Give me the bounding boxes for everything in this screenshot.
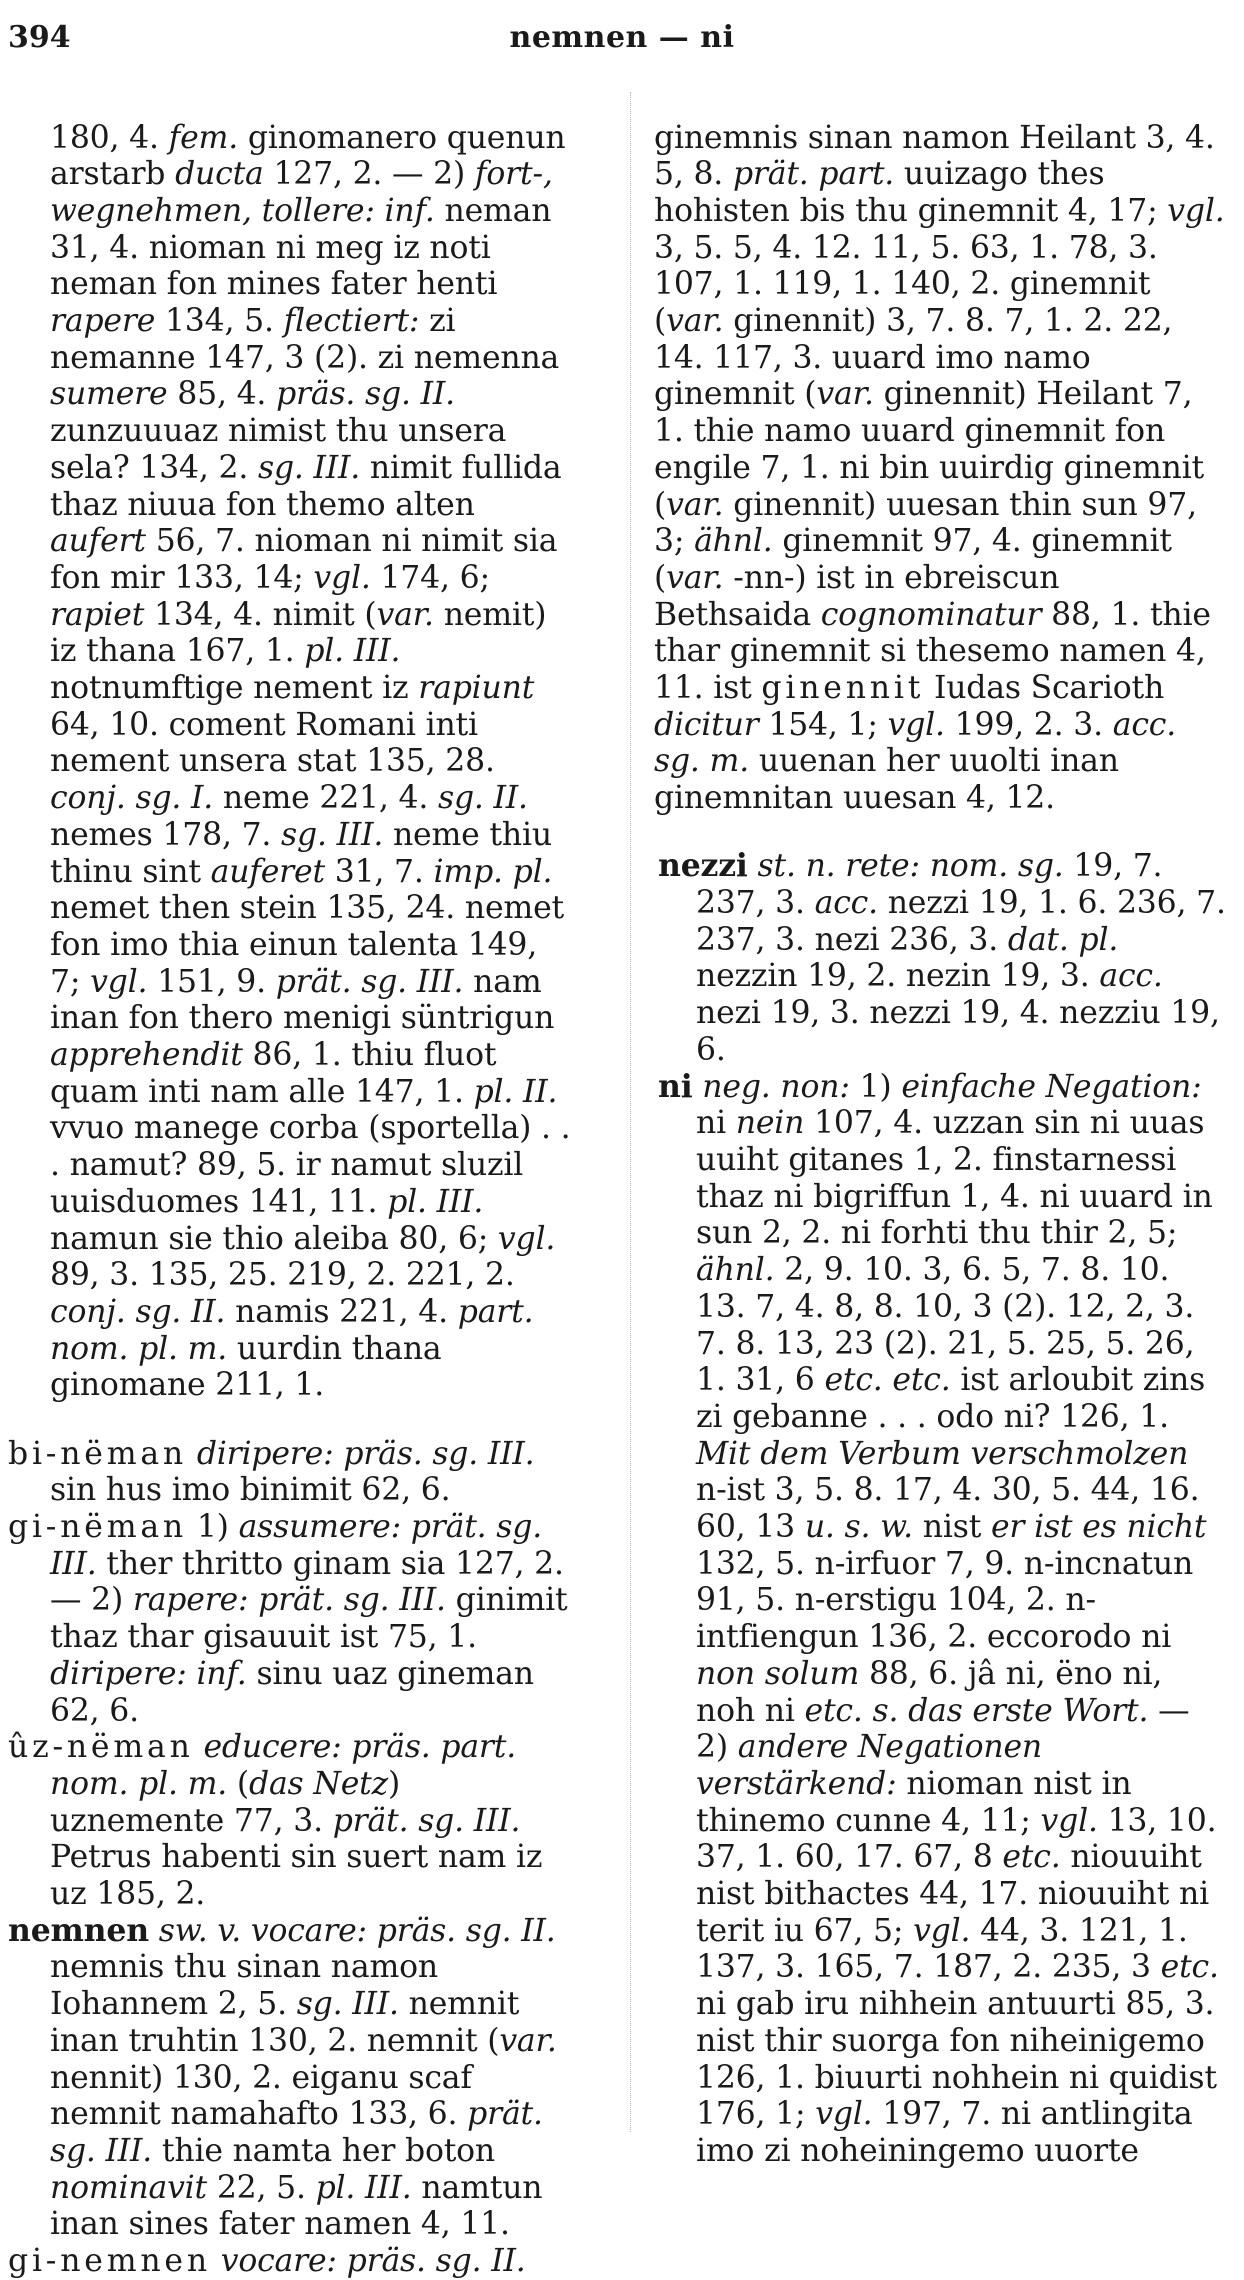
- entry-text: ginennit) 3, 7. 8. 7, 1. 2. 22, 14. 117, 3. uuard imo namo ginemnit (: [654, 303, 1173, 413]
- entry-text: nemnis thu sinan namon Iohannem 2, 5.: [50, 1949, 438, 2023]
- spaced-lemma: ûz-nëman: [8, 1729, 194, 1766]
- entry-text: 89, 3. 135, 25. 219, 2. 221, 2.: [50, 1257, 515, 1294]
- entry-text: namtun inan sines fater namen 4, 11.: [50, 2169, 543, 2243]
- gloss-italic: ähnl.: [694, 523, 773, 560]
- entry-text: 64, 10. coment Romani inti nement unsera stat 135, 28.: [50, 706, 495, 780]
- entry-text: 2, 9. 10. 3, 6. 5, 7. 8. 10. 13. 7, 4. 8, 8. 10, 3 (2). 12, 2, 3. 7. 8. 13, 23 (2). 21, 5. 25, 5. 26, 1. 31, 6: [696, 1252, 1195, 1399]
- entry-text: nist: [912, 1509, 991, 1546]
- entry-text: uurdin thana ginomane 211, 1.: [50, 1330, 442, 1404]
- entry-text: notnumftige nement iz: [50, 670, 419, 707]
- entry-text: sin hus imo binimit 62, 6.: [50, 1472, 451, 1509]
- gloss-italic: cognominatur: [820, 596, 1042, 633]
- gloss-italic: educere: präs. part. nom. pl. m.: [50, 1729, 517, 1802]
- entry-text: nemnit inan truhtin 130, 2. nemnit (: [50, 1986, 520, 2059]
- gloss-italic: sg. III.: [296, 1986, 399, 2023]
- column-divider: [630, 92, 631, 2132]
- entry-text: 180, 4.: [50, 119, 169, 156]
- entry-text: nezzi 19, 1. 6. 236, 7. 237, 3. nezi 236, 3.: [696, 885, 1226, 958]
- entry-text: neman 31, 4. nioman ni meg iz noti neman fon mines fater henti: [50, 192, 552, 303]
- gloss-italic: var.: [499, 2022, 557, 2059]
- gloss-italic: non solum: [696, 1655, 860, 1692]
- entry-text: ginemnit 97, 4. ginemnit (: [654, 523, 1172, 596]
- gloss-italic: var.: [666, 486, 724, 523]
- entry-text: 174, 6;: [370, 559, 490, 596]
- gloss-italic: imp. pl.: [433, 853, 553, 890]
- gloss-italic: var.: [666, 559, 724, 596]
- gloss-italic: pl. II.: [473, 1073, 558, 1110]
- gloss-italic: nein: [735, 1105, 805, 1142]
- entry-text: [194, 1729, 204, 1765]
- entry-continuation: [654, 120, 1226, 817]
- gloss-italic: vgl.: [815, 2096, 873, 2133]
- gloss-italic: var.: [816, 376, 874, 413]
- entry-text: nioman nist in thinemo cunne 4, 11;: [696, 1765, 1132, 1839]
- entry-text: [692, 1069, 702, 1105]
- gloss-italic: sumere: [50, 376, 168, 413]
- entry-text: nennit) 130, 2. eiganu scaf nemnit namahafto 133, 6.: [50, 2059, 472, 2133]
- gloss-italic: ducta: [175, 156, 264, 193]
- headword: nemnen: [8, 1911, 149, 1949]
- gloss-italic: vocare: präs. sg. II.: [220, 2243, 526, 2280]
- gloss-italic: einfache Negation:: [901, 1068, 1202, 1105]
- gloss-italic: präs. sg. II.: [276, 376, 455, 413]
- gloss-italic: diripere: präs. sg. III.: [196, 1435, 535, 1472]
- entry-text: 199, 2. 3.: [944, 706, 1113, 743]
- entry-text: 132, 5. n-irfuor 7, 9. n-incnatun 91, 5. n-erstigu 104, 2. n-intfiengun 136, 2. eccorodo ni: [696, 1545, 1194, 1656]
- entry-text: uuizago thes hohisten bis thu ginemnit 4, 17;: [654, 156, 1168, 229]
- entry-text: 1): [849, 1068, 902, 1105]
- gloss-italic: das Netz: [249, 1765, 388, 1802]
- gloss-italic: acc.: [1099, 958, 1163, 995]
- entry-continuation: [0, 120, 572, 1405]
- entry-text: uuenan her uuolti inan ginemnitan uuesan 4, 12.: [654, 743, 1119, 817]
- gloss-italic: aufert: [50, 523, 146, 560]
- gloss-italic: nominavit: [50, 2169, 207, 2206]
- gloss-italic: vgl.: [90, 963, 148, 1000]
- gloss-italic: ähnl.: [696, 1252, 775, 1289]
- entry-text: nemit) iz thana 167, 1.: [50, 596, 547, 670]
- entry-text: 107, 4. uzzan sin ni uuas uuiht gitanes 1, 2. finstarnessi thaz ni bigriffun 1, 4. ni uuard in sun 2, 2. ni forhti thu thir 2, 5;: [696, 1105, 1213, 1252]
- gloss-italic: conj. sg. I.: [50, 780, 214, 817]
- gloss-italic: etc. etc.: [824, 1362, 951, 1399]
- entry-text: ther thritto ginam sia 127, 2. — 2): [50, 1545, 564, 1619]
- gloss-italic: st. n. rete: nom. sg.: [757, 848, 1064, 885]
- entry-text: n-ist 3, 5. 8. 17, 4. 30, 5. 44, 16. 60, 13: [696, 1472, 1200, 1546]
- entry-text: [211, 2243, 221, 2279]
- entry-text: 86, 1. thiu fluot quam inti nam alle 147, 1.: [50, 1037, 497, 1110]
- entry-text: 154, 1;: [758, 706, 888, 743]
- entry-text: ginimit thaz thar gisauuit ist 75, 1.: [50, 1582, 568, 1656]
- entry-text: 88, 6. jâ ni, ëno ni, noh ni: [696, 1655, 1163, 1729]
- entry-text: namun sie thio aleiba 80, 6;: [50, 1220, 498, 1257]
- gloss-italic: rapiunt: [418, 670, 535, 707]
- gloss-italic: u. s. w.: [804, 1509, 913, 1546]
- gloss-italic: conj. sg. II.: [50, 1294, 226, 1330]
- entry-text: nam inan fon thero menigi süntrigun: [50, 963, 555, 1037]
- left-column: [0, 88, 572, 2280]
- gloss-italic: prät. part.: [732, 156, 895, 193]
- entry-text: ginomanero quenun arstarb: [50, 119, 566, 193]
- entry-text: -nn-) ist in ebreiscun Bethsaida: [654, 559, 1060, 633]
- gloss-italic: vgl.: [1040, 1802, 1098, 1839]
- entry-text: vvuo manege corba (sportella) . . . namut? 89, 5. ir namut sluzil uuisduomes 141, 11.: [50, 1110, 571, 1220]
- entry-text: ginemnis sinan namon Heilant 3, 4. 5, 8.: [654, 119, 1215, 193]
- page-header: [0, 14, 1244, 64]
- entry-text: ginennit) Heilant 7, 1. thie namo uuard ginemnit fon engile 7, 1. ni bin uuirdig ginemnit (: [654, 376, 1204, 523]
- entry-text: 85, 4.: [167, 376, 277, 413]
- gloss-italic: var.: [666, 303, 724, 340]
- gloss-italic: acc.: [814, 885, 878, 922]
- gloss-italic: vgl.: [913, 1912, 971, 1949]
- page-number: 394: [8, 20, 71, 55]
- sub-entry: [0, 2243, 572, 2280]
- entry-text: ginennit) uuesan thin sun 97, 3;: [654, 486, 1197, 560]
- sub-entry: [0, 1436, 572, 1509]
- gloss-italic: sg. III.: [281, 816, 384, 853]
- gloss-italic: vgl.: [497, 1220, 556, 1257]
- entry-text: 134, 4. nimit (: [144, 596, 377, 633]
- entry-text: nezzin 19, 2. nezin 19, 3.: [696, 958, 1100, 995]
- entry-text: nemes 178, 7.: [50, 816, 282, 853]
- gloss-italic: flectiert:: [283, 303, 420, 340]
- gloss-italic: er ist es nicht: [990, 1509, 1207, 1546]
- entry-text: namis 221, 4.: [225, 1294, 458, 1330]
- entry-text: 134, 5.: [155, 303, 284, 340]
- gloss-italic: part. nom. pl. m.: [50, 1294, 534, 1367]
- gloss-italic: sw. v. vocare: präs. sg. II.: [158, 1912, 556, 1949]
- gloss-italic: Mit dem Verbum verschmolzen: [696, 1435, 1189, 1472]
- gloss-italic: fem.: [168, 119, 239, 156]
- entry-text: 197, 7. ni antlingita imo zi noheiningemo uuorte: [696, 2096, 1193, 2169]
- entry-text: ni: [696, 1105, 736, 1142]
- entry-text: [187, 1436, 197, 1472]
- entry-text: ) uznemente 77, 3.: [50, 1765, 401, 1839]
- entry-text: 31, 7.: [324, 853, 434, 890]
- entry-text: 3, 5. 5, 4. 12. 11, 5. 63, 1. 78, 3. 107, 1. 119, 1. 140, 2. ginemnit (: [654, 229, 1158, 340]
- gloss-italic: neg. non:: [702, 1068, 850, 1105]
- entry-text: [149, 1913, 159, 1949]
- headword: ni: [658, 1067, 693, 1105]
- gloss-italic: dicitur: [654, 706, 759, 743]
- entry-text: thie namta her boton: [152, 2132, 496, 2169]
- gloss-italic: rapere: [50, 303, 156, 340]
- dictionary-entry: [654, 1069, 1226, 2170]
- entry-text: — 2): [696, 1692, 1190, 1766]
- headword: nezzi: [658, 847, 748, 885]
- gloss-italic: sg. III.: [257, 449, 361, 486]
- gloss-italic: apprehendit: [50, 1037, 243, 1074]
- right-column: [654, 88, 1226, 2170]
- gloss-italic: etc. s. das erste Wort.: [804, 1692, 1149, 1729]
- gloss-italic: auferet: [210, 853, 325, 890]
- entry-text: zi nemanne 147, 3 (2). zi nemenna: [50, 303, 560, 376]
- gloss-italic: acc. sg. m.: [654, 706, 1177, 780]
- entry-text: ist arloubit zins zi gebanne . . . odo ni? 126, 1.: [696, 1362, 1206, 1435]
- entry-text: neme 221, 4.: [213, 780, 438, 817]
- gloss-italic: var.: [376, 596, 434, 633]
- sub-entry: [0, 1729, 572, 1913]
- entry-text: nimit fullida thaz niuua fon themo alten: [50, 449, 562, 523]
- sub-entry: [0, 1509, 572, 1729]
- entry-text: 22, 5.: [207, 2169, 316, 2206]
- gloss-italic: etc.: [1002, 1839, 1061, 1876]
- gloss-italic: rapere: prät. sg. III.: [132, 1582, 446, 1619]
- gloss-italic: pl. III.: [315, 2169, 412, 2206]
- gloss-italic: prät. sg. III.: [332, 1802, 521, 1839]
- gloss-italic: prät. sg. III.: [50, 2096, 543, 2169]
- entry-text: 44, 3. 121, 1. 137, 3. 165, 7. 187, 2. 235, 3: [696, 1912, 1188, 1986]
- entry-text: nemet then stein 135, 24. nemet fon imo thia einun talenta 149, 7;: [50, 890, 564, 1000]
- entry-text: 151, 9.: [147, 963, 276, 1000]
- entry-text: niouuiht nist bithactes 44, 17. niouuiht ni terit iu 67, 5;: [696, 1839, 1209, 1949]
- spaced-lemma: gi-nemnen: [8, 2243, 211, 2280]
- gloss-italic: fort-, wegnehmen, tollere: inf.: [50, 156, 553, 229]
- entry-text: Petrus habenti sin suert nam iz uz 185, 2.: [50, 1839, 543, 1913]
- entry-text: neme thiu thinu sint: [50, 816, 552, 890]
- gloss-italic: vgl.: [313, 559, 371, 596]
- entry-text: ni gab iru nihhein antuurti 85, 3. nist thir suorga fon niheinigemo 126, 1. biuurti nohhein ni quidist 176, 1;: [696, 1986, 1217, 2133]
- entry-text: 127, 2. — 2): [263, 156, 475, 193]
- spaced-lemma: gi-nëman: [8, 1509, 187, 1546]
- entry-text: sinu uaz gineman 62, 6.: [50, 1655, 534, 1729]
- dictionary-entry: [0, 1913, 572, 2243]
- entry-text: zunzuuuaz nimist thu unsera sela? 134, 2.: [50, 413, 507, 486]
- entry-text: nezi 19, 3. nezzi 19, 4. nezziu 19, 6.: [696, 995, 1220, 1068]
- gloss-italic: pl. III.: [304, 633, 401, 670]
- entry-text: 13, 10. 37, 1. 60, 17. 67, 8: [696, 1802, 1217, 1876]
- running-head: nemnen — ni: [509, 20, 735, 55]
- gloss-italic: diripere: inf.: [50, 1655, 247, 1692]
- gloss-italic: vgl.: [1167, 192, 1225, 229]
- gloss-italic: sg. II.: [438, 780, 528, 817]
- entry-text: 56, 7. nioman ni nimit sia fon mir 133, 14;: [50, 523, 558, 596]
- gloss-italic: prät. sg. III.: [275, 963, 464, 1000]
- entry-text: Iudas Scarioth: [924, 670, 1165, 707]
- gloss-italic: rapiet: [50, 596, 145, 633]
- dictionary-entry: [654, 848, 1226, 1068]
- gloss-italic: pl. III.: [387, 1183, 484, 1220]
- gloss-italic: dat. pl.: [1007, 921, 1119, 958]
- entry-text: 1): [187, 1509, 239, 1546]
- spaced-lemma: ginennit: [761, 670, 925, 707]
- gloss-italic: assumere: prät. sg. III.: [50, 1509, 543, 1582]
- entry-text: [748, 848, 758, 884]
- entry-text: 19, 7. 237, 3.: [696, 848, 1163, 922]
- entry-text: 88, 1. thie thar ginemnit si thesemo namen 4, 11. ist: [654, 596, 1211, 707]
- spaced-lemma: bi-nëman: [8, 1435, 187, 1472]
- gloss-italic: etc.: [1160, 1949, 1219, 1986]
- gloss-italic: vgl.: [887, 706, 945, 743]
- entry-text: (: [227, 1765, 250, 1802]
- gloss-italic: andere Negationen verstärkend:: [696, 1729, 1042, 1802]
